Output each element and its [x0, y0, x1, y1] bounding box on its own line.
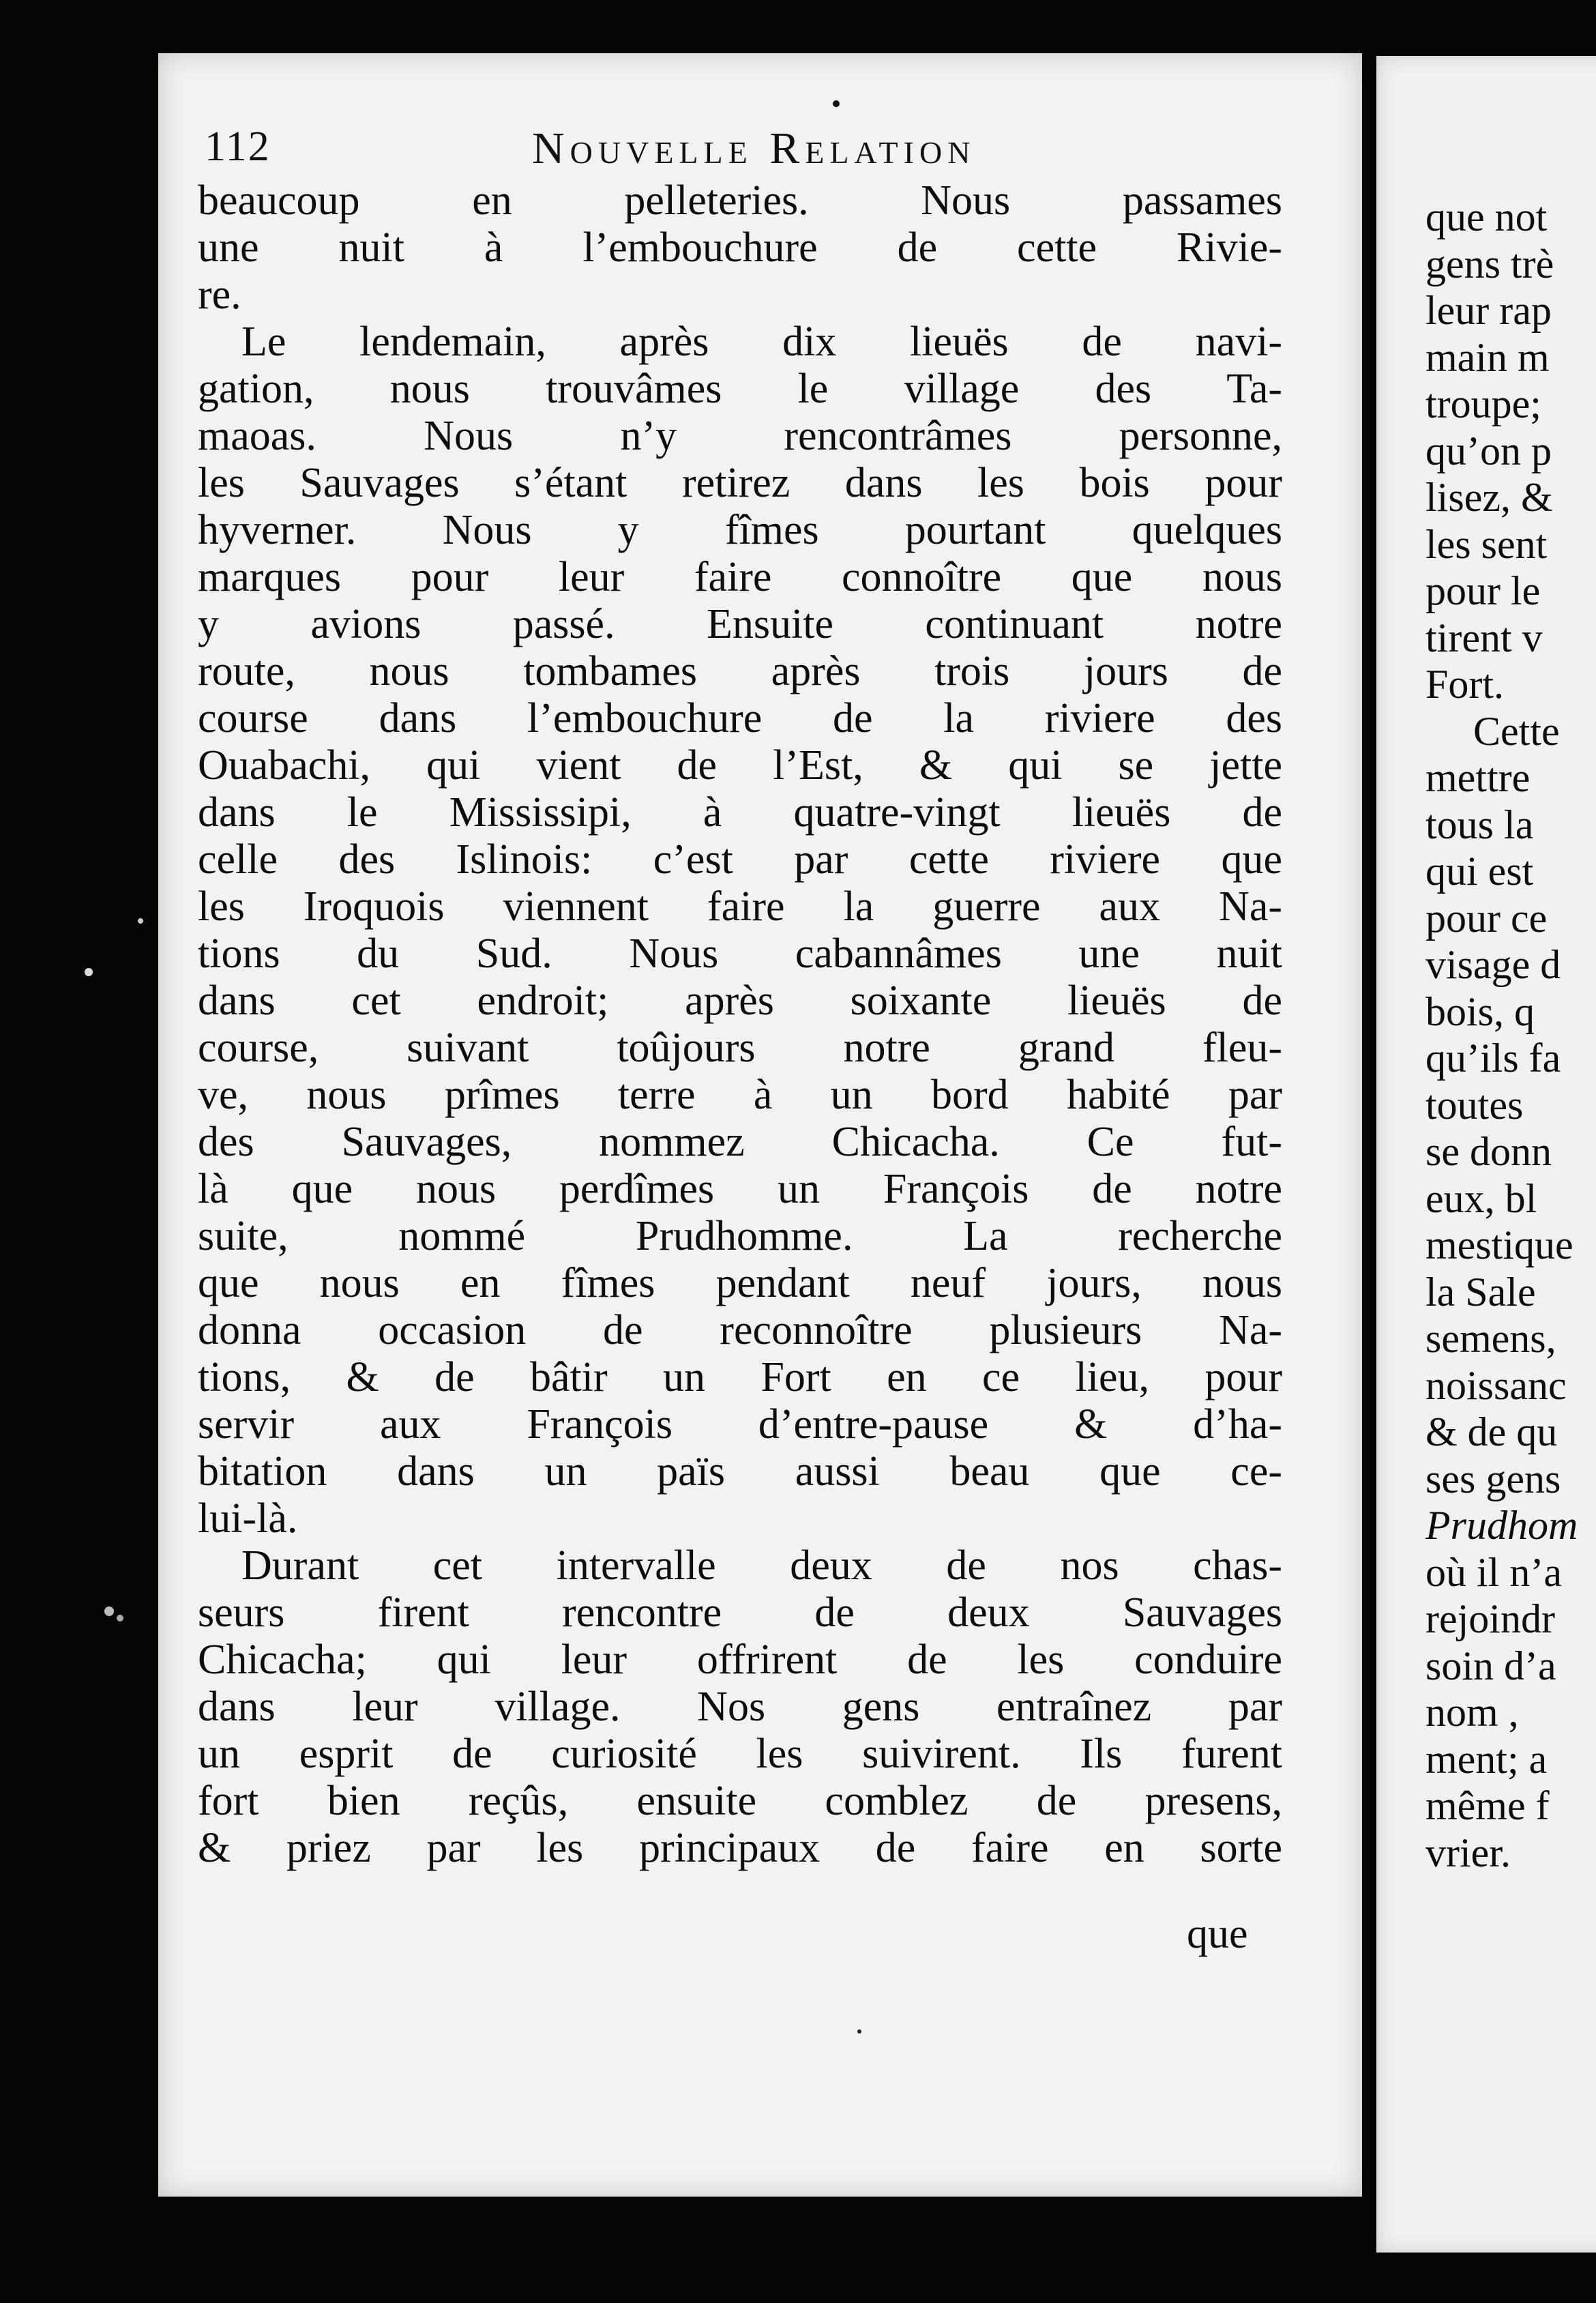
catchword: que [1187, 1911, 1248, 1957]
text-line: Cette [1473, 708, 1560, 754]
text-line: les Sauvages s’étant retirez dans les bois pour [198, 460, 1282, 506]
text-line: les sent [1425, 521, 1548, 567]
text-line: bitation dans un païs aussi beau que ce- [198, 1448, 1282, 1495]
text-line: servir aux François d’entre-pause & d’ha- [198, 1401, 1282, 1448]
right-page-text [1425, 194, 1578, 1876]
text-line: noissanc [1425, 1362, 1567, 1408]
left-page-text [198, 177, 1282, 1872]
text-line: route, nous tombames après trois jours de [198, 648, 1282, 694]
text-line: ses gens [1425, 1456, 1561, 1501]
text-line: dans leur village. Nos gens entraînez par [198, 1684, 1282, 1730]
text-line: celle des Islinois: c’est par cette riviere que [198, 836, 1282, 883]
text-line: leur rap [1425, 288, 1552, 333]
text-line: course, suivant toûjours notre grand fleu- [198, 1025, 1282, 1071]
text-line: ve, nous prîmes terre à un bord habité par [198, 1072, 1282, 1118]
text-line: Ouabachi, qui vient de l’Est, & qui se jette [198, 742, 1282, 789]
text-line: maoas. Nous n’y rencontrâmes personne, [198, 413, 1282, 459]
running-head [205, 123, 1173, 184]
text-line: qu’ils fa [1425, 1036, 1561, 1081]
text-line: lui-là. [198, 1495, 298, 1542]
text-line: mettre [1425, 755, 1531, 800]
text-line: un esprit de curiosité les suivirent. Ils furent [198, 1731, 1282, 1777]
text-line: tions, & de bâtir un Fort en ce lieu, pour [198, 1354, 1282, 1400]
text-line: eux, bl [1425, 1175, 1537, 1221]
text-line: pour ce [1425, 895, 1548, 941]
text-line: Le lendemain, après dix lieuës de navi- [241, 319, 1282, 365]
text-line: course dans l’embouchure de la riviere des [198, 695, 1282, 742]
text-line: troupe; [1425, 381, 1541, 426]
text-line: que not [1425, 194, 1548, 239]
text-line: tirent v [1425, 615, 1543, 660]
text-line: seurs firent rencontre de deux Sauvages [198, 1589, 1282, 1636]
text-line: des Sauvages, nommez Chicacha. Ce fut- [198, 1119, 1282, 1165]
text-line: Durant cet intervalle deux de nos chas- [241, 1542, 1282, 1589]
text-line: fort bien reçûs, ensuite comblez de presens, [198, 1778, 1282, 1824]
text-line: une nuit à l’embouchure de cette Rivie- [198, 224, 1282, 271]
text-line: ment; a [1425, 1736, 1548, 1782]
text-line: bois, q [1425, 988, 1535, 1034]
text-line: Prudhom [1425, 1503, 1578, 1548]
text-line: les Iroquois viennent faire la guerre aux Na- [198, 883, 1282, 930]
text-line: pour le [1425, 568, 1541, 613]
page-number: 112 [205, 123, 271, 170]
text-line: dans le Mississipi, à quatre-vingt lieuës de [198, 789, 1282, 836]
text-line: beaucoup en pelleteries. Nous passames [198, 177, 1282, 224]
text-line: nom , [1425, 1690, 1519, 1735]
text-line: que nous en fîmes pendant neuf jours, nous [198, 1260, 1282, 1306]
text-line: marques pour leur faire connoître que nous [198, 554, 1282, 600]
text-line: Fort. [1425, 662, 1505, 707]
text-line: vrier. [1425, 1830, 1511, 1875]
text-line: mestique [1425, 1222, 1573, 1267]
text-line: donna occasion de reconnoître plusieurs Na- [198, 1307, 1282, 1353]
text-line: & priez par les principaux de faire en sorte [198, 1825, 1282, 1871]
text-line: où il n’a [1425, 1549, 1562, 1595]
text-line: la Sale [1425, 1269, 1536, 1315]
text-line: tous la [1425, 802, 1534, 847]
text-line: Chicacha; qui leur offrirent de les conduire [198, 1637, 1282, 1683]
text-line: toutes [1425, 1082, 1524, 1128]
text-line: & de qu [1425, 1409, 1558, 1454]
text-line: main m [1425, 334, 1550, 380]
text-line: re. [198, 272, 241, 318]
text-line: lisez, & [1425, 475, 1553, 520]
text-line: hyverner. Nous y fîmes pourtant quelques [198, 507, 1282, 553]
text-line: se donn [1425, 1129, 1552, 1174]
running-head-title: Nouvelle Relation [532, 123, 976, 173]
text-line: gens trè [1425, 241, 1554, 287]
text-line: tions du Sud. Nous cabannâmes une nuit [198, 930, 1282, 977]
text-line: même f [1425, 1783, 1550, 1828]
text-line: qui est [1425, 849, 1534, 894]
text-line: gation, nous trouvâmes le village des Ta- [198, 366, 1282, 412]
text-line: suite, nommé Prudhomme. La recherche [198, 1213, 1282, 1259]
text-line: semens, [1425, 1316, 1556, 1361]
text-line: visage d [1425, 942, 1561, 987]
text-line: qu’on p [1425, 428, 1552, 473]
text-line: rejoindr [1425, 1596, 1555, 1641]
text-line: soin d’a [1425, 1643, 1556, 1688]
text-line: dans cet endroit; après soixante lieuës de [198, 978, 1282, 1024]
text-line: là que nous perdîmes un François de notre [198, 1166, 1282, 1212]
text-line: y avions passé. Ensuite continuant notre [198, 601, 1282, 647]
